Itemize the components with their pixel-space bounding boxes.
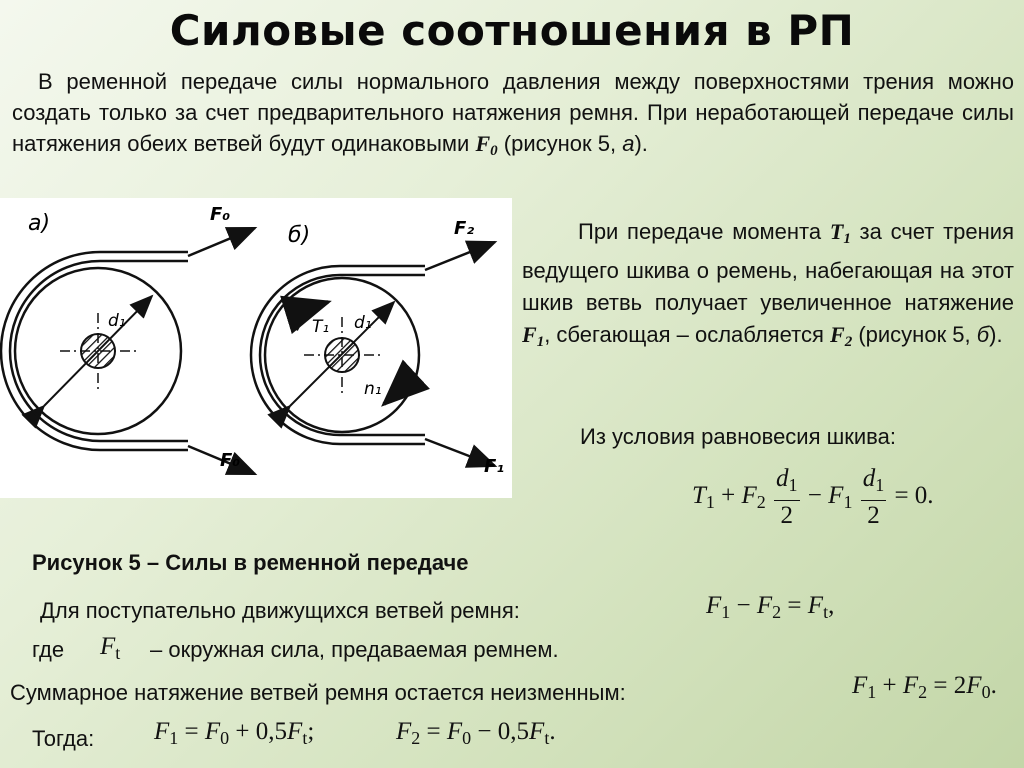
force-a-bottom: F₀ <box>220 450 241 471</box>
then-label: Тогда: <box>32 726 95 751</box>
diameter-a: d₁ <box>108 311 126 331</box>
force-a-top: F₀ <box>210 204 231 225</box>
where-label: где <box>32 637 65 662</box>
f2-symbol: $F_2$ <box>830 322 853 350</box>
rp-ref-letter: б <box>976 322 990 347</box>
intro-ref-letter: а <box>622 131 635 156</box>
ft-symbol: $F_t$ <box>100 633 121 663</box>
label-a: а) <box>28 211 51 236</box>
then-equation-1: $F_1 = F_0 + 0,5F_t$; <box>154 718 315 748</box>
equilibrium-equation: $T_1 + F_2$ $\frac{d_1}{2}$ − $F_1$ $\frac{d_1}{2}$ = 0. <box>692 465 934 529</box>
rp-text-2: за счет трения ведущего шкива о ремень, набегающая на этот шкив ветвь получает увеличенное натяжение <box>522 219 1014 315</box>
f0-symbol: $F_0$ <box>475 131 498 159</box>
label-b: б) <box>288 223 311 248</box>
sum-equation: $F_1 + F_2 = 2F_0$. <box>852 672 997 702</box>
rp-text-5: ). <box>989 322 1003 347</box>
figure-caption: Рисунок 5 – Силы в ременной передаче <box>32 550 469 575</box>
intro-paragraph <box>12 66 1014 167</box>
t1-symbol: $T_1$ <box>829 219 851 247</box>
rp-text-3: , сбегающая – ослабляется <box>544 322 824 347</box>
torque-label: T₁ <box>312 317 330 337</box>
speed-label: n₁ <box>364 379 382 399</box>
f1-symbol: $F_1$ <box>522 322 545 350</box>
force-b-bottom: F₁ <box>484 456 505 477</box>
pulley-b <box>251 242 495 466</box>
rp-text-4: (рисунок 5, <box>852 322 977 347</box>
where-text: – окружная сила, предаваемая ремнем. <box>150 637 559 662</box>
intro-ref-end: ). <box>634 131 648 156</box>
equilibrium-label: Из условия равновесия шкива: <box>580 424 896 449</box>
slide-title: Силовые соотношения в РП <box>169 6 855 55</box>
rp-text-1: При передаче момента <box>578 219 822 244</box>
pulley-a <box>1 228 255 474</box>
branch-text: Для поступательно движущихся ветвей ремня: <box>40 598 520 623</box>
sum-text: Суммарное натяжение ветвей ремня остается неизменным: <box>10 680 626 705</box>
right-paragraph <box>522 216 1014 358</box>
figure-5 <box>0 198 512 498</box>
diameter-b: d₁ <box>354 313 372 333</box>
belt-drive-diagram <box>0 198 512 498</box>
branch-equation: $F_1 - F_2 = F_t$, <box>706 592 835 622</box>
then-equation-2: $F_2 = F_0 - 0,5F_t$. <box>396 718 556 748</box>
intro-text: В ременной передаче силы нормального давления между поверхностями трения можно создать только за счет предварительного натяжения ремня. При неработающей передаче силы натяжения обеих ветвей будут одинаковыми <box>12 69 1014 156</box>
force-b-top: F₂ <box>454 218 475 239</box>
intro-ref: (рисунок 5, <box>497 131 623 156</box>
